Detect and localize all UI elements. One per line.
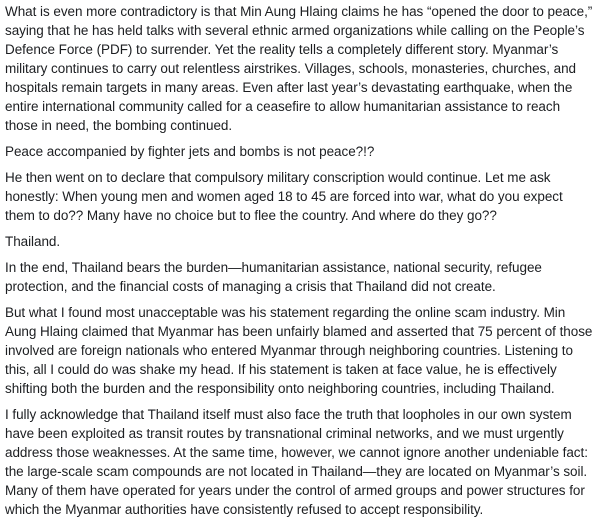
paragraph-scam-industry: But what I found most unacceptable was his statement regarding the online scam industry. Min Aung Hlaing claimed that Myanmar has been unfairly blamed and asserted that 75 percent of those involved are foreign nationals who entered Myanmar through neighboring countries. Listening to this, all I could do was shake my head. If his statement is taken at face value, he is effectively shifting both the burden and the responsibility onto neighboring countries, including Thailand. bbox=[5, 305, 593, 396]
paragraph-peace-question: Peace accompanied by fighter jets and bombs is not peace?!? bbox=[5, 144, 375, 159]
paragraph-acknowledgement: I fully acknowledge that Thailand itself must also face the truth that loopholes in our own system have been exploited as transit routes by transnational criminal networks, and we must urgently address those weaknesses. At the same time, however, we cannot ignore another undeniable fact: the large-scale scam compounds are not located in Thailand—they are located on Myanmar’s soil. Many of them have operated for years under the control of armed groups and power structures for which the Myanmar authorities have consistently refused to accept responsibility. bbox=[5, 407, 588, 517]
paragraph-thailand: Thailand. bbox=[5, 234, 61, 249]
paragraph-contradiction: What is even more contradictory is that Min Aung Hlaing claims he has “opened the door to peace,” saying that he has held talks with several ethnic armed organizations while calling on the People’s Defence Force (PDF) to surrender. Yet the reality tells a completely different story. Myanmar’s military continues to carry out relentless airstrikes. Villages, schools, monasteries, churches, and hospitals remain targets in many areas. Even after last year’s devastating earthquake, when the entire international community called for a ceasefire to allow humanitarian assistance to reach those in need, the bombing continued. bbox=[5, 4, 593, 133]
paragraph-burden: In the end, Thailand bears the burden—humanitarian assistance, national security, refugee protection, and the financial costs of managing a crisis that Thailand did not create. bbox=[5, 260, 542, 294]
paragraph-conscription: He then went on to declare that compulsory military conscription would continue. Let me ask honestly: When young men and women aged 18 to 45 are forced into war, what do you expect them to do?? Many have no choice but to flee the country. And where do they go?? bbox=[5, 170, 563, 223]
